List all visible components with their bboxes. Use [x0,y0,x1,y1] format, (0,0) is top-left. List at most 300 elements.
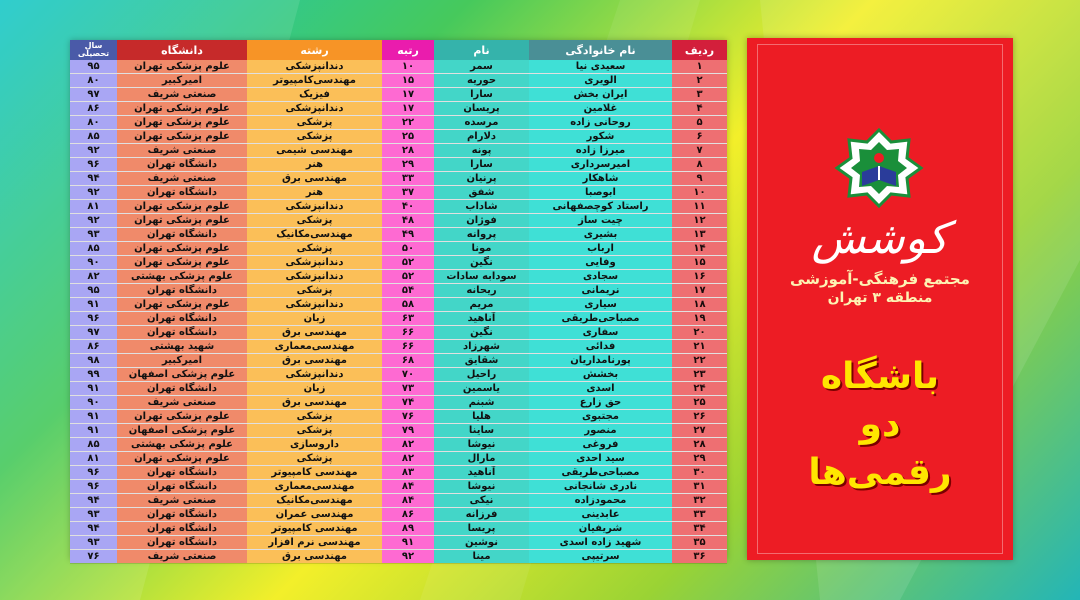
cell-field: مهندسی برق [247,172,382,186]
cell-last-name: اسدی [529,382,672,396]
cell-university: علوم پزشکی تهران [117,298,247,312]
cell-last-name: شهید زاده اسدی [529,536,672,550]
cell-first-name: سارا [434,158,529,172]
cell-field: پزشکی [247,242,382,256]
cell-year: ۹۶ [70,312,117,326]
cell-first-name: پریسان [434,102,529,116]
table-row [70,256,727,270]
cell-first-name: نیکی [434,494,529,508]
cell-university: علوم پزشکی تهران [117,242,247,256]
table-row [70,312,727,326]
cell-field: مهندسی برق [247,326,382,340]
cell-year: ۸۶ [70,340,117,354]
cell-row-number: ۳۴ [672,522,727,536]
cell-first-name: ریحانه [434,284,529,298]
cell-rank: ۱۵ [382,74,434,88]
cell-field: پزشکی [247,410,382,424]
cell-last-name: بخشش [529,368,672,382]
cell-field: زبان [247,382,382,396]
cell-rank: ۵۸ [382,298,434,312]
cell-year: ۸۶ [70,102,117,116]
cell-last-name: منصور [529,424,672,438]
cell-field: فیزیک [247,88,382,102]
cell-year: ۸۰ [70,74,117,88]
cell-year: ۹۴ [70,522,117,536]
table-row [70,550,727,564]
cell-year: ۹۳ [70,508,117,522]
cell-year: ۹۲ [70,144,117,158]
cell-field: پزشکی [247,116,382,130]
cell-year: ۸۵ [70,438,117,452]
cell-field: دندانپزشکی [247,298,382,312]
cell-last-name: پورنامداریان [529,354,672,368]
cell-first-name: شبنم [434,396,529,410]
cell-row-number: ۱۷ [672,284,727,298]
cell-row-number: ۱۲ [672,214,727,228]
cell-last-name: ایران بخش [529,88,672,102]
cell-first-name: شهرزاد [434,340,529,354]
cell-field: پزشکی [247,424,382,438]
cell-last-name: ابوصبا [529,186,672,200]
cell-rank: ۴۹ [382,228,434,242]
cell-last-name: امیرسرداری [529,158,672,172]
cell-university: صنعتی شریف [117,494,247,508]
cell-rank: ۹۲ [382,550,434,564]
brand-subtitle: مجتمع فرهنگی-آموزشی [790,270,970,288]
cell-first-name: هلیا [434,410,529,424]
table-row [70,270,727,284]
cell-first-name: مرسده [434,116,529,130]
cell-field: هنر [247,158,382,172]
cell-first-name: دلارام [434,130,529,144]
header-university: دانشگاه [117,40,247,60]
cell-rank: ۷۳ [382,382,434,396]
cell-university: امیرکبیر [117,74,247,88]
cell-row-number: ۵ [672,116,727,130]
cell-row-number: ۹ [672,172,727,186]
cell-first-name: مونا [434,242,529,256]
cell-first-name: سودابه سادات [434,270,529,284]
cell-university: علوم پزشکی اصفهان [117,424,247,438]
header-field: رشته [247,40,382,60]
table-row [70,368,727,382]
cell-rank: ۸۶ [382,508,434,522]
cell-year: ۹۲ [70,186,117,200]
cell-year: ۸۱ [70,200,117,214]
table-row [70,186,727,200]
cell-rank: ۱۰ [382,60,434,74]
cell-first-name: پروانه [434,228,529,242]
table-row [70,396,727,410]
cell-university: دانشگاه تهران [117,508,247,522]
header-last-name: نام خانوادگی [529,40,672,60]
cell-row-number: ۲۷ [672,424,727,438]
table-row [70,88,727,102]
cell-rank: ۵۲ [382,270,434,284]
cell-row-number: ۴ [672,102,727,116]
cell-row-number: ۲۱ [672,340,727,354]
cell-row-number: ۳۵ [672,536,727,550]
cell-last-name: سفاری [529,326,672,340]
table-row [70,522,727,536]
cell-first-name: شفق [434,186,529,200]
cell-row-number: ۲۲ [672,354,727,368]
cell-row-number: ۶ [672,130,727,144]
cell-row-number: ۳۶ [672,550,727,564]
cell-rank: ۱۷ [382,102,434,116]
cell-rank: ۴۸ [382,214,434,228]
table-row [70,116,727,130]
cell-university: دانشگاه تهران [117,522,247,536]
cell-first-name: سارا [434,88,529,102]
cell-last-name: عابدینی [529,508,672,522]
octagon-book-logo-icon [829,128,929,208]
club-title-line-1: باشگاه [820,356,940,397]
cell-first-name: پریسا [434,522,529,536]
cell-row-number: ۲۰ [672,326,727,340]
cell-field: دندانپزشکی [247,102,382,116]
cell-last-name: نریمانی [529,284,672,298]
cell-row-number: ۲۵ [672,396,727,410]
cell-rank: ۸۲ [382,438,434,452]
cell-university: علوم پزشکی تهران [117,130,247,144]
cell-field: پزشکی [247,452,382,466]
cell-first-name: مینا [434,550,529,564]
cell-rank: ۸۹ [382,522,434,536]
cell-year: ۹۱ [70,424,117,438]
cell-rank: ۷۶ [382,410,434,424]
cell-first-name: پرنیان [434,172,529,186]
cell-university: علوم پزشکی تهران [117,102,247,116]
cell-field: مهندسی‌معماری [247,340,382,354]
cell-first-name: راحیل [434,368,529,382]
cell-first-name: مریم [434,298,529,312]
cell-year: ۹۳ [70,536,117,550]
cell-year: ۹۸ [70,354,117,368]
cell-university: دانشگاه تهران [117,312,247,326]
cell-last-name: سرتیپی [529,550,672,564]
cell-first-name: نوشین [434,536,529,550]
cell-rank: ۵۲ [382,256,434,270]
brand-region: منطقه ۳ تهران [827,290,933,306]
cell-year: ۹۵ [70,60,117,74]
cell-field: پزشکی [247,214,382,228]
cell-field: مهندسی‌مکانیک [247,228,382,242]
cell-last-name: حق زارع [529,396,672,410]
cell-row-number: ۲ [672,74,727,88]
cell-first-name: مارال [434,452,529,466]
cell-row-number: ۲۴ [672,382,727,396]
cell-university: دانشگاه تهران [117,326,247,340]
cell-last-name: وفایی [529,256,672,270]
cell-university: دانشگاه تهران [117,186,247,200]
cell-rank: ۴۰ [382,200,434,214]
cell-rank: ۳۳ [382,172,434,186]
cell-rank: ۷۴ [382,396,434,410]
cell-year: ۸۵ [70,130,117,144]
cell-field: مهندسی نرم افزار [247,536,382,550]
cell-first-name: نگین [434,326,529,340]
table-row [70,200,727,214]
cell-last-name: سجادی [529,270,672,284]
cell-year: ۹۷ [70,88,117,102]
cell-year: ۹۹ [70,368,117,382]
cell-university: دانشگاه تهران [117,228,247,242]
table-row [70,452,727,466]
cell-field: پزشکی [247,130,382,144]
cell-last-name: ارباب [529,242,672,256]
header-rank: رتبه [382,40,434,60]
cell-row-number: ۱۴ [672,242,727,256]
cell-year: ۸۵ [70,242,117,256]
cell-field: مهندسی‌کامپیوتر [247,74,382,88]
cell-year: ۹۱ [70,382,117,396]
table-row [70,214,727,228]
cell-rank: ۳۷ [382,186,434,200]
cell-row-number: ۷ [672,144,727,158]
cell-university: صنعتی شریف [117,144,247,158]
cell-last-name: شاهکار [529,172,672,186]
cell-first-name: حوریه [434,74,529,88]
club-title-line-3: رقمی‌ها [808,452,952,493]
cell-year: ۹۵ [70,284,117,298]
table-row [70,354,727,368]
cell-last-name: چیت ساز [529,214,672,228]
cell-year: ۹۴ [70,172,117,186]
cell-rank: ۱۷ [382,88,434,102]
cell-field: دندانپزشکی [247,60,382,74]
table-row [70,158,727,172]
header-first-name: نام [434,40,529,60]
table-row [70,480,727,494]
cell-first-name: سمر [434,60,529,74]
cell-first-name: نیوشا [434,480,529,494]
cell-row-number: ۸ [672,158,727,172]
cell-field: دندانپزشکی [247,256,382,270]
cell-last-name: شریفیان [529,522,672,536]
cell-university: علوم پزشکی تهران [117,214,247,228]
cell-year: ۸۱ [70,452,117,466]
table-row [70,172,727,186]
cell-row-number: ۱۱ [672,200,727,214]
cell-last-name: راستاد کوچصفهانی [529,200,672,214]
cell-last-name: نادری شانجانی [529,480,672,494]
cell-last-name: غلامین [529,102,672,116]
cell-year: ۹۷ [70,326,117,340]
cell-year: ۸۲ [70,270,117,284]
cell-first-name: آناهید [434,312,529,326]
cell-first-name: فرزانه [434,508,529,522]
cell-university: دانشگاه تهران [117,382,247,396]
cell-first-name: آناهید [434,466,529,480]
cell-last-name: مصباحی‌طریقی [529,312,672,326]
cell-first-name: فوژان [434,214,529,228]
cell-last-name: الویری [529,74,672,88]
cell-field: داروسازی [247,438,382,452]
cell-last-name: فروغی [529,438,672,452]
cell-year: ۹۱ [70,410,117,424]
cell-row-number: ۱۰ [672,186,727,200]
cell-year: ۹۴ [70,494,117,508]
cell-row-number: ۲۶ [672,410,727,424]
cell-university: صنعتی شریف [117,396,247,410]
cell-year: ۹۲ [70,214,117,228]
cell-year: ۹۳ [70,228,117,242]
cell-rank: ۸۴ [382,494,434,508]
header-row-number: ردیف [672,40,727,60]
cell-field: زبان [247,312,382,326]
table-row [70,284,727,298]
cell-field: مهندسی کامپیوتر [247,522,382,536]
cell-rank: ۷۰ [382,368,434,382]
cell-university: علوم پزشکی تهران [117,200,247,214]
cell-field: دندانپزشکی [247,368,382,382]
cell-university: علوم پزشکی بهشتی [117,270,247,284]
cell-university: علوم پزشکی بهشتی [117,438,247,452]
cell-last-name: بشیری [529,228,672,242]
cell-row-number: ۳۰ [672,466,727,480]
table-row [70,102,727,116]
cell-field: دندانپزشکی [247,270,382,284]
cell-rank: ۵۴ [382,284,434,298]
cell-university: علوم پزشکی تهران [117,256,247,270]
cell-first-name: نگین [434,256,529,270]
cell-rank: ۶۸ [382,354,434,368]
cell-university: دانشگاه تهران [117,536,247,550]
header-year: سال تحصیلی [70,40,117,60]
brand-name: کوشش [811,213,949,264]
table-row [70,536,727,550]
cell-rank: ۸۳ [382,466,434,480]
cell-year: ۸۰ [70,116,117,130]
table-row [70,424,727,438]
ranking-table [70,40,727,560]
cell-last-name: مجتبوی [529,410,672,424]
cell-rank: ۹۱ [382,536,434,550]
cell-first-name: شقایق [434,354,529,368]
cell-rank: ۶۳ [382,312,434,326]
table-row [70,74,727,88]
cell-field: مهندسی کامپیوتر [247,466,382,480]
cell-field: هنر [247,186,382,200]
cell-rank: ۶۶ [382,326,434,340]
cell-rank: ۶۶ [382,340,434,354]
table-row [70,494,727,508]
cell-rank: ۵۰ [382,242,434,256]
cell-year: ۹۰ [70,256,117,270]
table-row [70,228,727,242]
table-body [70,60,727,564]
cell-year: ۷۶ [70,550,117,564]
cell-university: صنعتی شریف [117,550,247,564]
table-row [70,410,727,424]
cell-university: دانشگاه تهران [117,480,247,494]
cell-year: ۹۰ [70,396,117,410]
table-row [70,382,727,396]
cell-university: علوم پزشکی تهران [117,452,247,466]
cell-year: ۹۱ [70,298,117,312]
club-title-line-2: دو [859,404,901,445]
cell-field: مهندسی شیمی [247,144,382,158]
table-row [70,508,727,522]
table-row [70,340,727,354]
table-row [70,130,727,144]
cell-field: مهندسی برق [247,354,382,368]
cell-last-name: سیاری [529,298,672,312]
cell-row-number: ۳۲ [672,494,727,508]
cell-field: مهندسی عمران [247,508,382,522]
table-header-row [70,40,727,60]
cell-last-name: میرزا زاده [529,144,672,158]
cell-university: علوم پزشکی تهران [117,60,247,74]
table-row [70,326,727,340]
table-row [70,466,727,480]
cell-rank: ۲۵ [382,130,434,144]
cell-row-number: ۲۸ [672,438,727,452]
cell-row-number: ۳۱ [672,480,727,494]
cell-first-name: یاسمین [434,382,529,396]
cell-row-number: ۱۵ [672,256,727,270]
brand-panel [747,38,1013,560]
cell-field: دندانپزشکی [247,200,382,214]
cell-field: مهندسی برق [247,396,382,410]
cell-field: پزشکی [247,284,382,298]
cell-university: صنعتی شریف [117,172,247,186]
table-row [70,60,727,74]
cell-university: امیرکبیر [117,354,247,368]
cell-rank: ۸۲ [382,452,434,466]
cell-university: دانشگاه تهران [117,158,247,172]
cell-first-name: پونه [434,144,529,158]
cell-first-name: شاداب [434,200,529,214]
cell-row-number: ۳۳ [672,508,727,522]
cell-row-number: ۱۶ [672,270,727,284]
cell-year: ۹۶ [70,158,117,172]
cell-rank: ۷۹ [382,424,434,438]
cell-row-number: ۱۳ [672,228,727,242]
cell-row-number: ۱۸ [672,298,727,312]
cell-last-name: محمودزاده [529,494,672,508]
table-row [70,298,727,312]
cell-last-name: سید احدی [529,452,672,466]
table-row [70,242,727,256]
cell-last-name: سعیدی نیا [529,60,672,74]
table-row [70,438,727,452]
cell-first-name: نیوشا [434,438,529,452]
cell-field: مهندسی‌معماری [247,480,382,494]
cell-university: علوم پزشکی تهران [117,410,247,424]
cell-row-number: ۲۳ [672,368,727,382]
cell-row-number: ۱ [672,60,727,74]
cell-year: ۹۶ [70,480,117,494]
cell-first-name: ساینا [434,424,529,438]
cell-university: دانشگاه تهران [117,466,247,480]
cell-university: دانشگاه تهران [117,284,247,298]
cell-row-number: ۱۹ [672,312,727,326]
cell-year: ۹۶ [70,466,117,480]
cell-field: مهندسی برق [247,550,382,564]
cell-last-name: شکور [529,130,672,144]
cell-rank: ۲۸ [382,144,434,158]
cell-university: علوم پزشکی تهران [117,116,247,130]
cell-rank: ۸۴ [382,480,434,494]
cell-university: شهید بهشتی [117,340,247,354]
cell-rank: ۲۲ [382,116,434,130]
cell-last-name: مصباحی‌طریقی [529,466,672,480]
cell-field: مهندسی‌مکانیک [247,494,382,508]
cell-last-name: روحانی زاده [529,116,672,130]
cell-university: صنعتی شریف [117,88,247,102]
